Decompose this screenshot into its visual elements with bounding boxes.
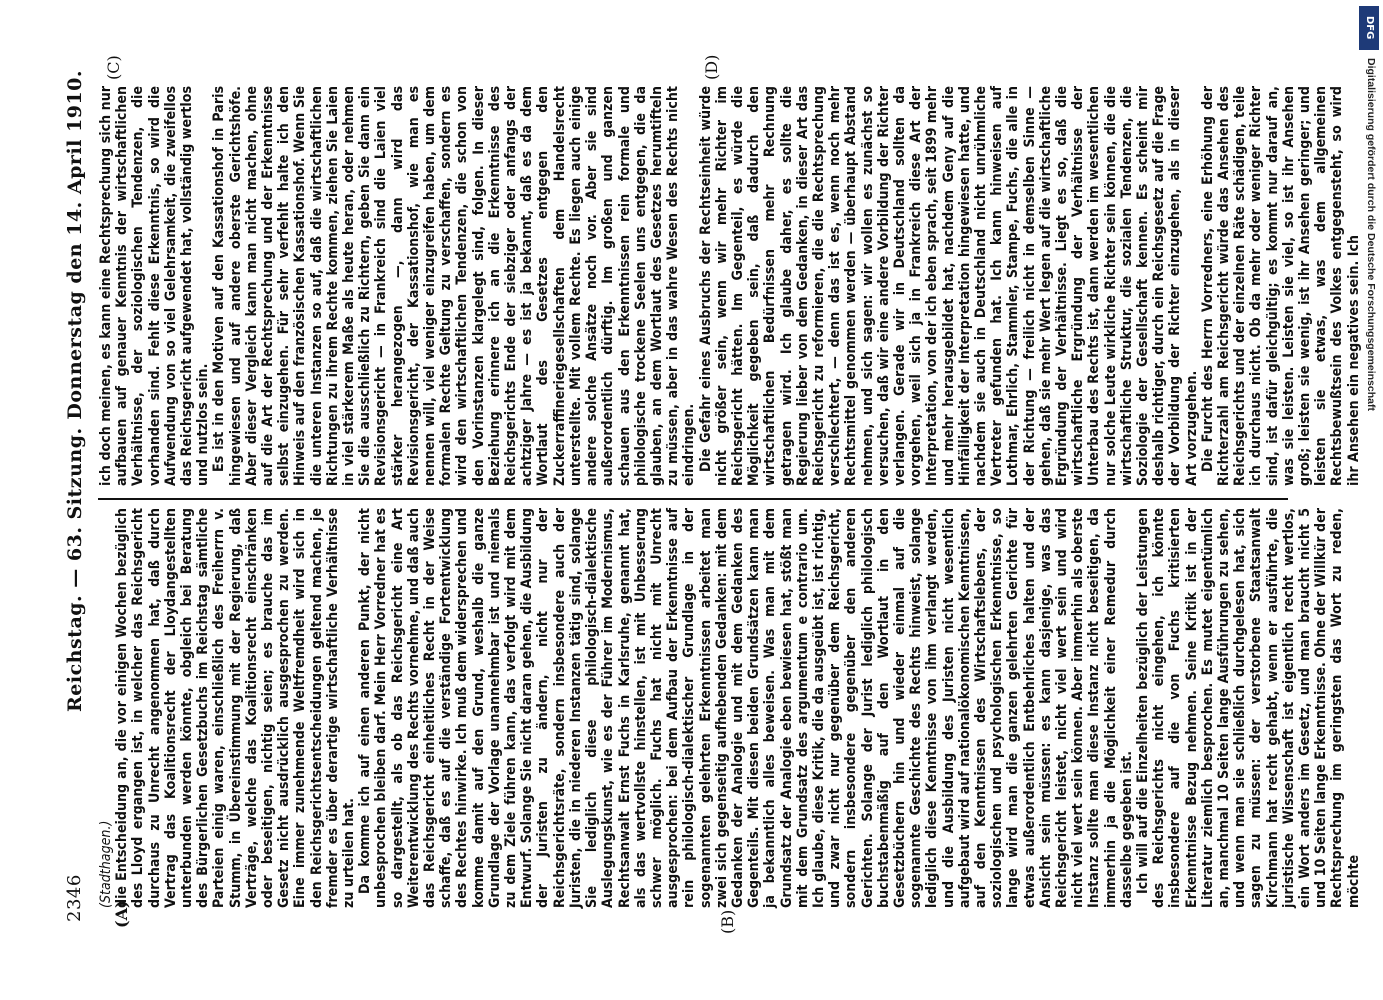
credit-text: Digitalisierung gefördert durch die Deutsche Forschungsgemeinschaft (1365, 58, 1377, 411)
page-number: 2346 (64, 874, 85, 922)
margin-mark-c: (C) (104, 55, 123, 80)
digitization-credit (1357, 6, 1379, 411)
dfg-logo: DFG (1359, 6, 1379, 50)
margin-mark-b: (B) (718, 909, 737, 934)
paragraph: Die Gefahr eines Ausbruchs der Rechtseinheit würde nicht größer sein, wenn wir mehr Richter im Reichsgericht hätten. Im Gegenteil, es würde die Möglichkeit gegeben sein, daß dadurch den wirtschaftlichen Bedürfnissen mehr Rechnung getragen wird. Ich glaube daher, es sollte die Regierung lieber von dem Gedanken, in dieser Art das Reichsgericht zu reformieren, die die Rechtsprechung verschlechtert, — denn das ist es, wenn noch mehr Rechtsmittel genommen werden — überhaupt Abstand nehmen, und sich sagen: wir wollen es zunächst so versuchen, daß wir eine andere Vorbildung der Richter verlangen. Gerade wir in Deutschland sollten da vorgehen, weil sich ja in Frankreich diese Art der Interpretation, von der ich eben sprach, seit 1899 mehr und mehr herausgebildet hat, nachdem Geny auf die Hinfälligkeit der Interpretation hingewiesen hatte, und nachdem sie auch in Deutschland nicht unrühmliche Vertreter gefunden hat. Ich kann hinweisen auf Lothmar, Ehrlich, Stammler, Stampe, Fuchs, die alle in der Richtung — freilich nicht in demselben Sinne — gehen, daß sie mehr Wert legen auf die wirtschaftliche Ergründung der Verhältnisse. Liegt es so, daß die wirtschaftliche Ergründung der Verhältnisse der Unterbau des Rechts ist, dann werden im wesentlichen nur solche Leute wirkliche Richter sein können, die die wirtschaftliche Struktur, die sozialen Tendenzen, die Soziologie der Gesellschaft kennen. Es scheint mir deshalb richtiger, durch ein Reichsgesetz auf die Frage der Vorbildung der Richter einzugehen, als in dieser Art vorzugehen. (697, 86, 1200, 486)
margin-mark-d: (D) (702, 54, 721, 80)
margin-mark-a: (A) (112, 900, 131, 928)
right-column (98, 86, 1362, 486)
speaker-label: (Stadthagen.) (98, 820, 114, 908)
paragraph: Ich will auf die Einzelheiten bezüglich der Leistungen des Reichsgerichts nicht eingehen, ich könnte insbesondere auf die von Fuchs kritisierten Erkenntnisse Bezug nehmen. Seine Kritik ist in der Literatur ziemlich besprochen. Es mutet eigentümlich an, manchmal 10 Seiten lange Ausführungen zu sehen, und wenn man sie schließlich durchgelesen hat, sich sagen zu müssen: der verstorbene Staatsanwalt Kirchmann hat recht gehabt, wenn er ausführte, die juristische Wissenschaft ist eigentlich recht wertlos, ein Wort anders im Gesetz, und man braucht nicht 5 und 10 Seiten lange Erkenntnisse. Ohne der Willkür der Rechtsprechung im geringsten das Wort zu reden, möchte (1135, 508, 1362, 908)
paragraph: Da komme ich auf einen anderen Punkt, der nicht unbesprochen bleiben darf. Mein Herr Vorredner hat es so dargestellt, als ob das Reichsgericht eine Art Weiterentwicklung des Rechts vornehme, und daß auch das Reichsgericht einheitliches Recht in der Weise schaffe, daß es auf die verständige Fortentwicklung des Rechtes hinwirke. Ich muß dem widersprechen und komme damit auf den Grund, weshalb die ganze Grundlage der Vorlage unannehmbar ist und niemals zu dem Ziele führen kann, das verfolgt wird mit dem Entwurf. Solange Sie nicht daran gehen, die Ausbildung der Juristen zu ändern, nicht nur der Reichsgerichtsräte, sondern insbesondere auch der Juristen, die in niederen Instanzen tätig sind, solange Sie lediglich diese philologisch-dialektische Auslegungskunst, wie es der Führer im Modernismus, Rechtsanwalt Ernst Fuchs in Karlsruhe, genannt hat, als das wertvollste hinstellen, ist mit Unbesserung schwer möglich. Fuchs hat nicht mit Unrecht ausgesprochen: bei dem Aufbau der Erkenntnisse auf rein philologisch-dialektischer Grundlage in der sogenannten gelehrten Erkenntnissen arbeitet man zwei sich gegenseitig aufhebenden Gedanken: mit dem Gedanken der Analogie und mit dem Gedanken des Gegenteils. Mit diesen beiden Grundsätzen kann man ja bekanntlich alles beweisen. Was man mit dem Grundsatz der Analogie eben bewiesen hat, stößt man mit dem Grundsatz des argumentum e contrario um. Ich glaube, diese Kritik, die da ausgeübt ist, ist richtig, und zwar nicht nur gegenüber dem Reichsgericht, sondern insbesondere gegenüber den anderen Gerichten. Solange der Jurist lediglich philologisch buchstabenmäßig auf den Wortlaut in den Gesetzbüchern hin und wieder einmal auf die sogenannte Geschichte des Rechts hinweist, solange lediglich diese Kenntnisse von ihm verlangt werden, und die Ausbildung des Juristen nicht wesentlich aufgebaut wird auf nationalökonomischen Kenntnissen, auf den Kenntnissen des Wirtschaftslebens, der soziologischen und psychologischen Erkenntnisse, so lange wird man die ganzen gelehrten Gerichte für etwas außerordentlich Entbehrliches halten und der Ansicht sein müssen: es kann dasjenige, was das Reichsgericht leistet, nicht viel wert sein und wird nicht viel wert sein können. Aber immerhin als oberste Instanz sollte man diese Instanz nicht beseitigen, da immerhin ja die Möglichkeit einer Remedur durch dasselbe gegeben ist. (357, 508, 1135, 908)
paragraph: Die Furcht des Herrn Vorredners, eine Erhöhung der Richterzahl am Reichsgericht würde das Ansehen des Reichsgerichts und der einzelnen Räte schädigen, teile ich durchaus nicht. Ob da mehr oder weniger Richter sind, ist dafür gleichgültig; es kommt nur darauf an, was sie leisten. Leisten sie viel, so ist ihr Ansehen groß; leisten sie wenig, ist ihr Ansehen geringer; und leisten sie etwas, was dem allgemeinen Rechtsbewußtsein des Volkes entgegensteht, so wird ihr Ansehen ein negatives sein. Ich (1199, 86, 1362, 486)
page-header (58, 70, 92, 922)
session-date: Donnerstag den 14. April 1910. (64, 70, 86, 420)
paragraph: ich doch meinen, es kann eine Rechtsprechung sich nur aufbauen auf genauer Kenntnis der wirtschaftlichen Verhältnisse, der soziologischen Tendenzen, die vorhanden sind. Fehlt diese Erkenntnis, so wird die Aufwendung von so viel Gelehrsamkeit, die zweifellos das Reichsgericht aufgewendet hat, vollständig wertlos und nutzlos sein. (98, 86, 212, 486)
session-title: Reichstag. — 63. Sitzung. (64, 427, 86, 712)
column-divider (98, 498, 1288, 500)
paragraph: Es ist in den Motiven auf den Kassationshof in Paris hingewiesen und auf andere oberste Gerichtshöfe. Aber dieser Vergleich kann man nicht machen, ohne auf die Art der Rechtsprechung und der Erkenntnisse selbst einzugehen. Für sehr verfehlt halte ich den Hinweis auf den französischen Kassationshof. Wenn Sie die unteren Instanzen so auf, daß die wirtschaftlichen Richtungen zu ihrem Rechte kommen, ziehen Sie Laien in viel stärkerem Maße als heute heran, oder nehmen Sie die ausschließlich zu Richtern, geben Sie dann ein Revisionsgericht — in Frankreich sind die Laien viel stärker herangezogen —, dann wird das Revisionsgericht, der Kassationshof, wie man es nennen will, viel weniger einzugreifen haben, um dem formalen Rechte Geltung zu verschaffen, sondern es wird den wirtschaftlichen Tendenzen, die schon von den Vorinstanzen klargelegt sind, folgen. In dieser Beziehung erinnere ich an die Erkenntnisse des Reichsgerichts Ende der siebziger oder anfangs der achtziger Jahre — es ist ja bekannt, daß es da dem Wortlaut des Gesetzes entgegen den Zuckerraffineriegesellschaften dem Handelsrecht unterstellte. Mit vollem Rechte. Es liegen auch einige andere solche Ansätze noch vor. Aber sie sind außerordentlich dürftig. Im großen und ganzen schauen aus den Erkenntnissen rein formale und philologische trockene Seelen uns entgegen, die da glauben, an dem Wortlaut des Gesetzes herumtifteln zu müssen, aber in das wahre Wesen des Rechts nicht eindringen. (211, 86, 698, 486)
paragraph: die Entscheidung an, die vor einigen Wochen bezüglich des Lloyd ergangen ist, in welcher das Reichsgericht durchaus zu Unrecht angenommen hat, daß durch Vertrag das Koalitionsrecht der Lloydangestellten unterbunden werden könnte, obgleich bei Beratung des Bürgerlichen Gesetzbuchs im Reichstag sämtliche Parteien einig waren, einschließlich des Freiherrn v. Stumm, in Übereinstimmung mit der Regierung, daß Verträge, welche das Koalitionsrecht einschränken oder beseitigen, nichtig seien; es brauche das im Gesetz nicht ausdrücklich ausgesprochen zu werden. Eine immer zunehmende Weltfremdheit wird sich in den Reichsgerichtsentscheidungen geltend machen, je fremder es über derartige wirtschaftliche Verhältnisse zu urteilen hat. (114, 508, 358, 908)
left-column (98, 508, 1362, 908)
